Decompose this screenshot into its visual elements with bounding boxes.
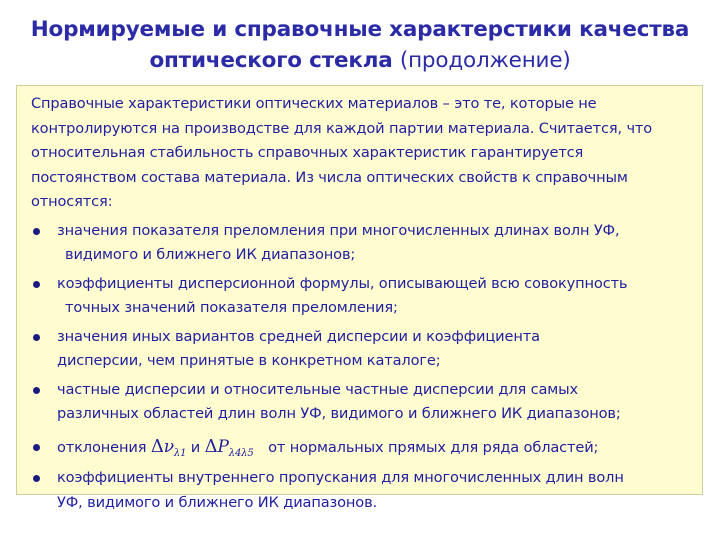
- slide-title: [0, 14, 720, 76]
- list-item-line1: коэффициенты дисперсионной формулы, описывающей всю совокупность: [57, 274, 628, 292]
- intro-paragraph: Справочные характеристики оптических материалов – это те, которые не контролируются на производстве для каждой партии материала. Считается, что относительная стабильность справочных характеристик гарантируется постоянством состава материала. Из числа оптических свойств к справочным относятся:: [31, 95, 653, 210]
- bullet-icon: [33, 281, 40, 288]
- list-item: [31, 325, 690, 374]
- bullet-icon: [33, 444, 40, 451]
- list-item: [31, 466, 690, 515]
- list-item: [31, 378, 690, 427]
- delta-symbol: Δ: [204, 435, 218, 457]
- deviation-prefix: отклонения: [57, 438, 147, 456]
- list-item-line1: частные дисперсии и относительные частные дисперсии для самых: [57, 380, 579, 398]
- delta-p-formula: [205, 437, 254, 457]
- lambda1-subscript: λ1: [173, 447, 187, 459]
- delta-nu-formula: [151, 437, 186, 457]
- p-symbol: P: [217, 436, 229, 457]
- bullet-icon: [33, 387, 40, 394]
- list-item-line2: видимого и ближнего ИК диапазонов;: [65, 246, 356, 263]
- reference-characteristics-list: [31, 219, 690, 516]
- list-item-line2: различных областей длин волн УФ, видимого и ближнего ИК диапазонов;: [57, 405, 621, 422]
- deviation-list-item: [31, 435, 690, 463]
- list-item-line2: УФ, видимого и ближнего ИК диапазонов.: [57, 493, 378, 511]
- list-item-line1: коэффициенты внутреннего пропускания для многочисленных длин волн: [57, 469, 624, 486]
- list-item-line2: точных значений показателя преломления;: [65, 299, 398, 316]
- title-bold-line1: Нормируемые и справочные характерстики качества: [30, 17, 690, 42]
- title-bold-line2: оптического стекла: [149, 48, 393, 73]
- list-item: [31, 272, 690, 321]
- list-item-line1: значения показателя преломления при многочисленных длинах волн УФ,: [57, 221, 620, 239]
- delta-symbol: Δ: [150, 435, 164, 457]
- list-item-line1: значения иных вариантов средней дисперсии и коэффициента: [57, 327, 540, 345]
- bullet-icon: [33, 334, 40, 341]
- title-line-1: [0, 14, 720, 45]
- list-item-line2: дисперсии, чем принятые в конкретном каталоге;: [57, 352, 441, 369]
- lambda45-subscript: λ4λ5: [228, 447, 254, 459]
- deviation-conjunction: и: [190, 438, 201, 456]
- deviation-suffix: от нормальных прямых для ряда областей;: [268, 438, 599, 456]
- nu-symbol: ν: [163, 436, 174, 457]
- bullet-icon: [33, 228, 40, 235]
- list-item: [31, 219, 690, 268]
- title-line-2: [0, 45, 720, 76]
- bullet-icon: [33, 475, 40, 482]
- title-suffix: (продолжение): [399, 48, 571, 73]
- content-box: [16, 85, 703, 511]
